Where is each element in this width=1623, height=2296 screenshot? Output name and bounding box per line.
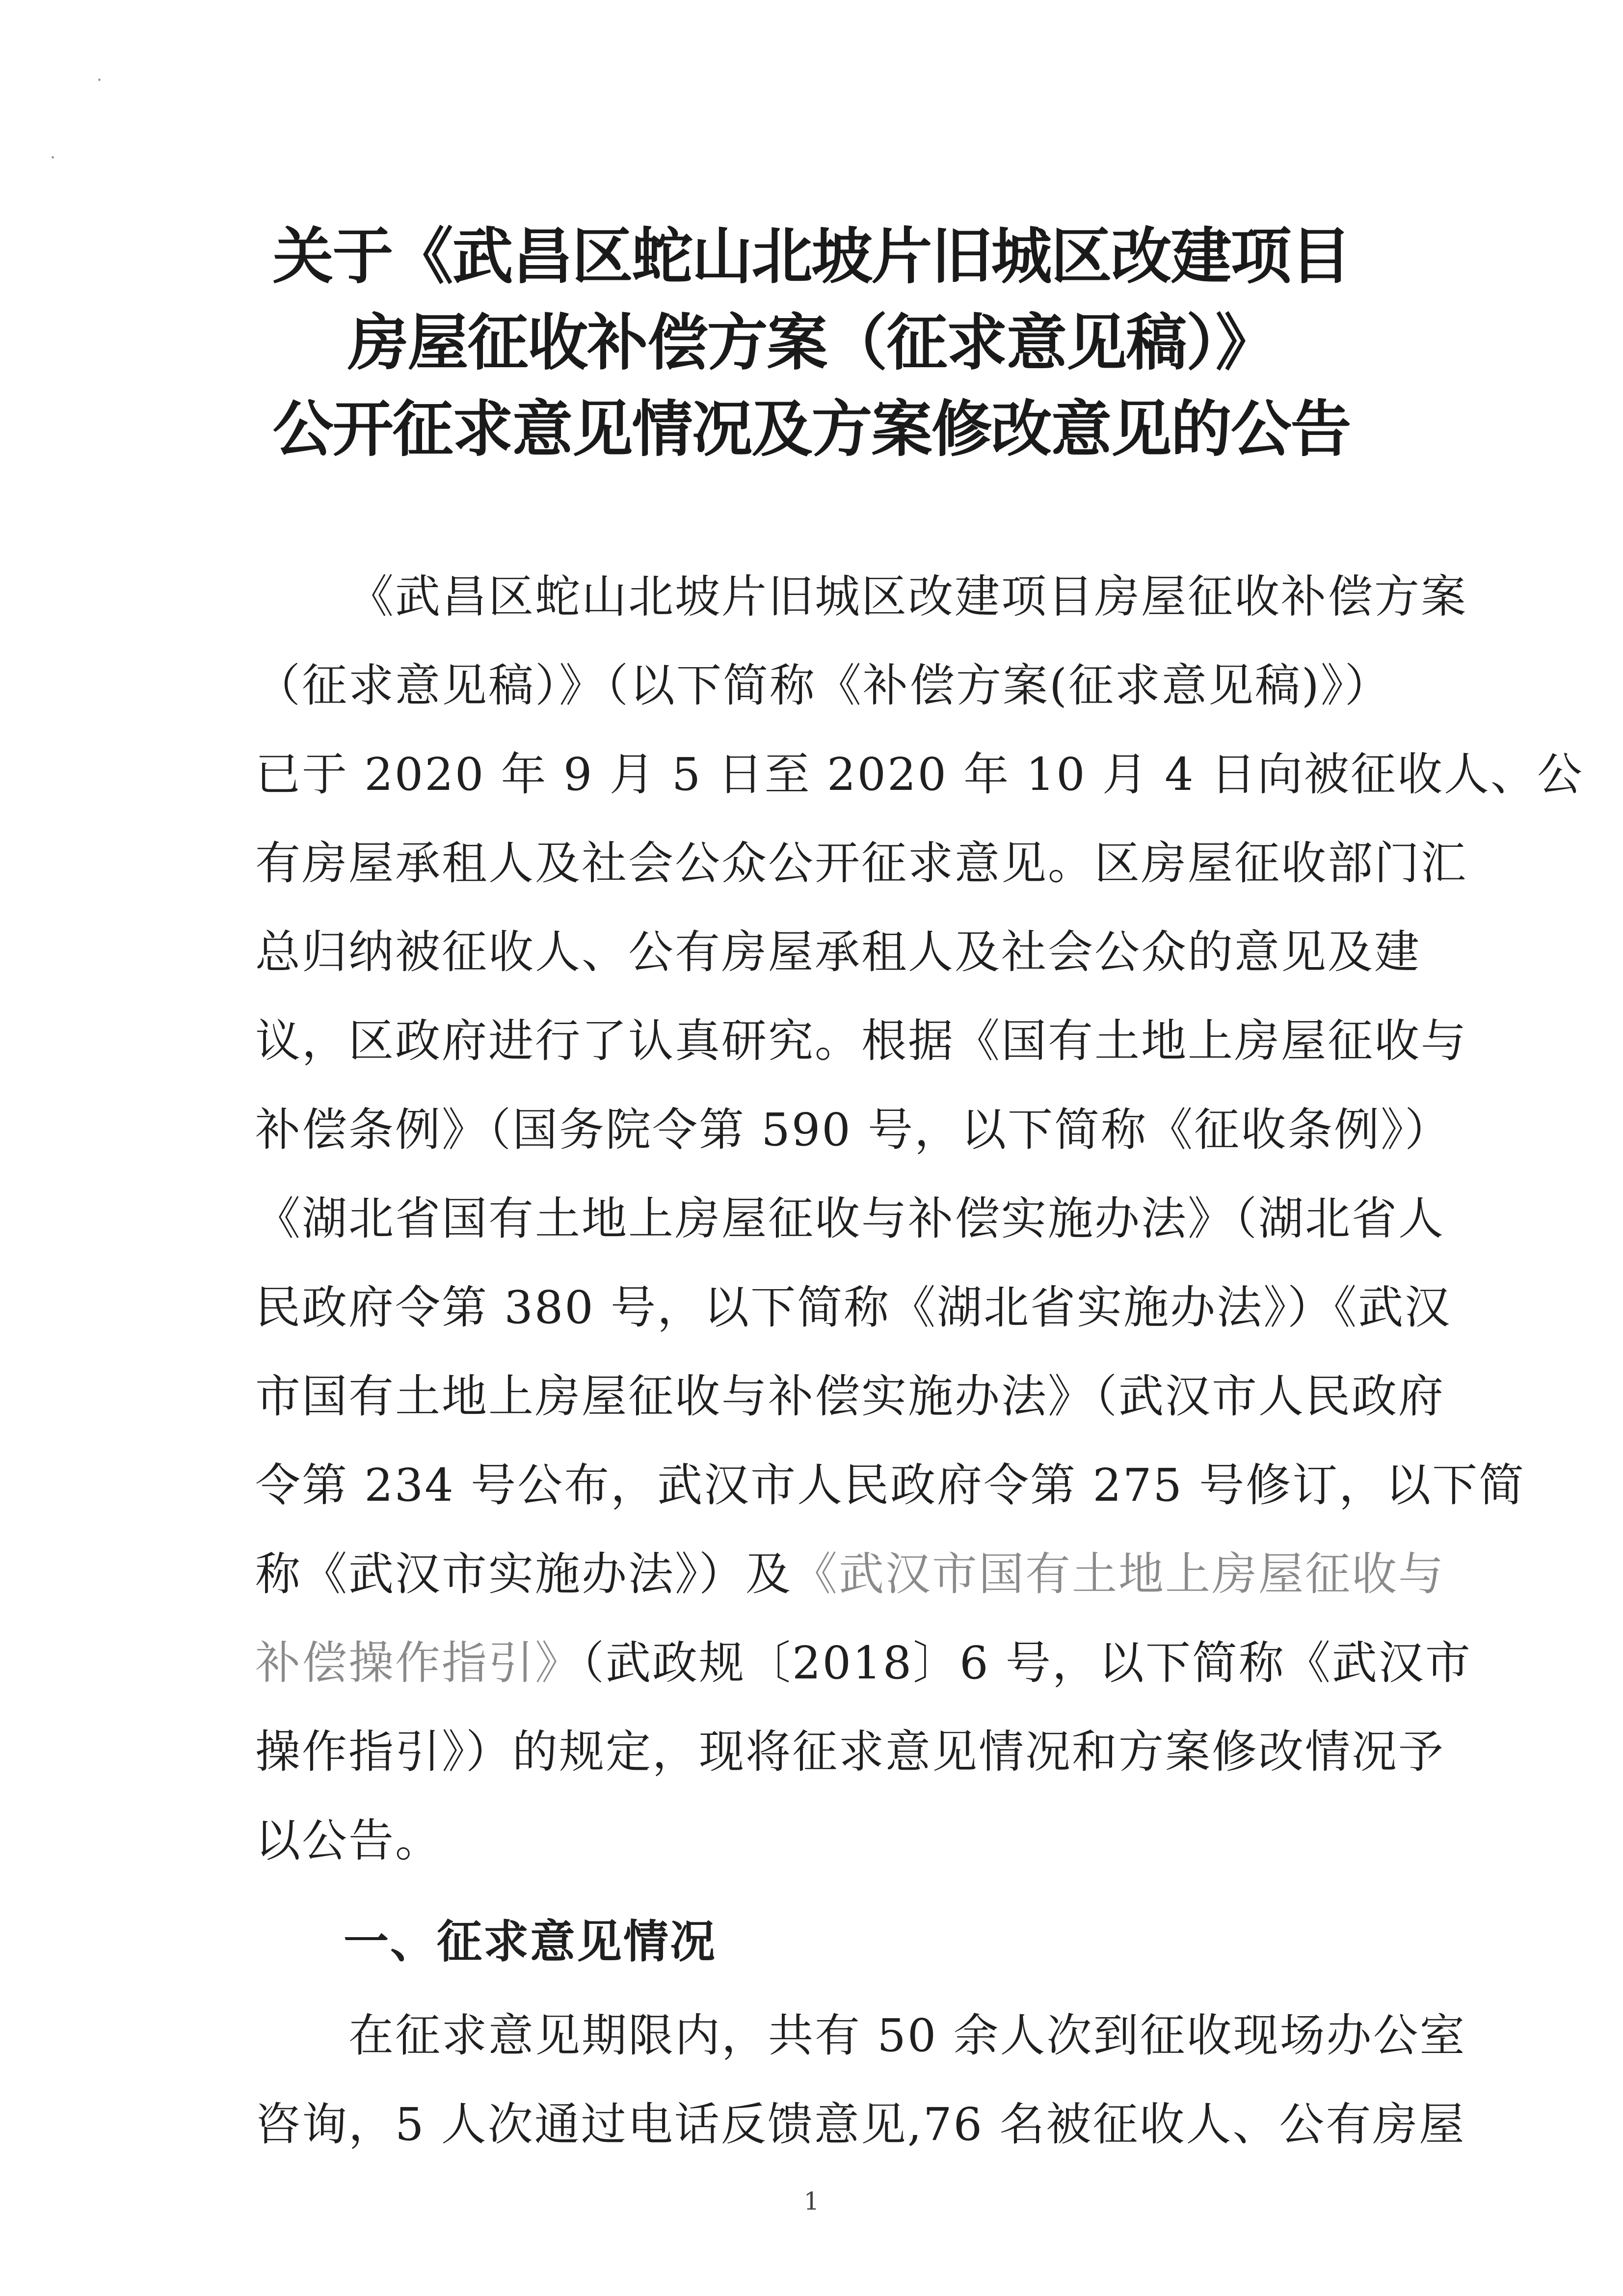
body-line: 令第 234 号公布，武汉市人民政府令第 275 号修订，以下简 <box>255 1459 1526 1512</box>
body-line: 已于 2020 年 9 月 5 日至 2020 年 10 月 4 日向被征收人、公 <box>255 748 1584 801</box>
body-line: 《湖北省国有土地上房屋征收与补偿实施办法》（湖北省人 <box>255 1192 1445 1245</box>
title-line: 房屋征收补偿方案（征求意见稿）》 <box>347 308 1276 378</box>
body-text-segment: 称《武汉市实施办法》）及 <box>255 1548 793 1600</box>
scan-speck <box>52 156 54 159</box>
body-line: 补偿条例》（国务院令第 590 号，以下简称《征收条例》） <box>255 1104 1452 1156</box>
faded-reference-text: 《武汉市国有土地上房屋征收与 <box>792 1548 1445 1600</box>
body-text-segment: （武政规〔2018〕6 号，以下简称《武汉市 <box>582 1637 1472 1689</box>
section-heading: 一、征求意见情况 <box>344 1916 717 1968</box>
body-line: 市国有土地上房屋征收与补偿实施办法》（武汉市人民政府 <box>255 1370 1445 1423</box>
document-body <box>255 552 1584 2169</box>
faded-reference-text: 补偿操作指引》 <box>255 1637 582 1689</box>
body-line <box>255 1619 1472 1707</box>
body-line: 在征求意见期限内，共有 50 余人次到征收现场办公室 <box>348 2009 1466 2062</box>
title-line: 公开征求意见情况及方案修改意见的公告 <box>272 394 1351 465</box>
document-title <box>0 214 1623 473</box>
body-line: （征求意见稿）》（以下简称《补偿方案(征求意见稿)》） <box>255 659 1391 712</box>
body-line: 以公告。 <box>255 1814 442 1867</box>
body-line: 议，区政府进行了认真研究。根据《国有土地上房屋征收与 <box>255 1015 1468 1067</box>
scan-speck <box>98 79 101 81</box>
page-number: 1 <box>803 2187 820 2215</box>
body-line: 咨询，5 人次通过电话反馈意见,76 名被征收人、公有房屋 <box>255 2098 1466 2151</box>
body-line: 民政府令第 380 号，以下简称《湖北省实施办法》）《武汉 <box>255 1281 1452 1334</box>
body-line: 操作指引》）的规定，现将征求意见情况和方案修改情况予 <box>255 1726 1445 1778</box>
body-line: 有房屋承租人及社会公众公开征求意见。区房屋征收部门汇 <box>255 837 1468 890</box>
title-line: 关于《武昌区蛇山北坡片旧城区改建项目 <box>272 221 1351 292</box>
body-line: 《武昌区蛇山北坡片旧城区改建项目房屋征收补偿方案 <box>348 570 1468 623</box>
body-line: 总归纳被征收人、公有房屋承租人及社会公众的意见及建 <box>255 926 1421 978</box>
body-line <box>255 1530 1445 1619</box>
